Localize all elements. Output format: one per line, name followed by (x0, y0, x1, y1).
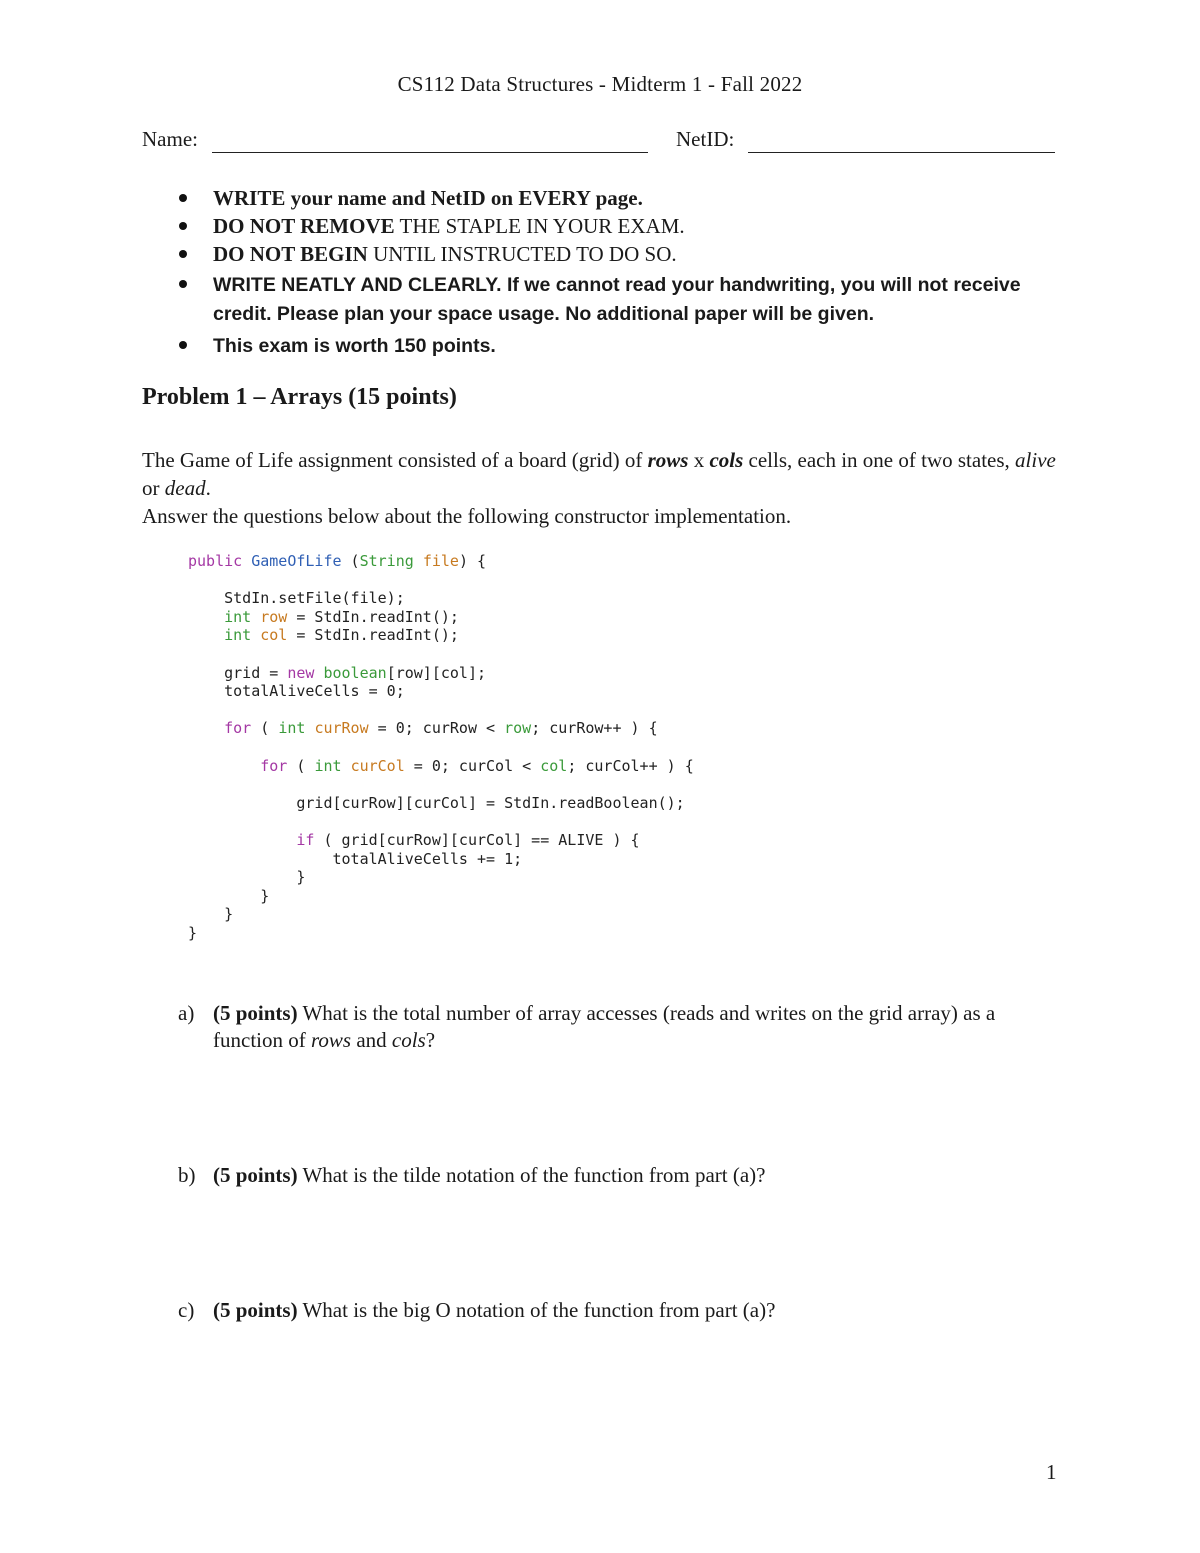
instruction-text: WRITE NEATLY AND CLEARLY. If we cannot read your handwriting, you will not receive credit. Please plan your space usage. No additional paper will be given. (213, 274, 1021, 325)
instruction-item (172, 331, 1062, 360)
intro-text: . (205, 476, 211, 500)
instruction-bold: WRITE your name and NetID on EVERY page. (213, 186, 643, 210)
question-text (178, 1000, 1058, 1054)
instruction-bold: DO NOT REMOVE (213, 214, 395, 238)
intro-cols: cols (709, 448, 744, 472)
question-body: and (351, 1028, 392, 1052)
intro-text: The Game of Life assignment consisted of a board (grid) of (142, 448, 648, 472)
instruction-item (172, 212, 1062, 240)
intro-text: or (142, 476, 165, 500)
question-points: (5 points) (213, 1001, 298, 1025)
instruction-bold: DO NOT BEGIN (213, 242, 368, 266)
question-text (178, 1297, 1058, 1324)
question-points: (5 points) (213, 1163, 298, 1187)
code-snippet: public GameOfLife (String file) { StdIn.setFile(file); int row = StdIn.readInt(); int col = StdIn.readInt(); grid = new boolean[row][col]; totalAliveCells = 0; for ( int curRow = 0; curRow < row; curRow++ ) { for ( int curCol = 0; curCol < col; curCol++ ) { grid[curRow][curCol] = StdIn.readBoolean(); if ( grid[curRow][curCol] == ALIVE ) { totalAliveCells += 1; } } } } (188, 552, 694, 942)
problem-1-intro (142, 446, 1062, 530)
question-letter: a) (178, 1001, 195, 1025)
name-label: Name: (142, 127, 198, 151)
instruction-rest: UNTIL INSTRUCTED TO DO SO. (367, 242, 677, 266)
problem-1-title: Problem 1 – Arrays (15 points) (142, 384, 457, 410)
student-fields (142, 127, 1056, 157)
instruction-item (172, 270, 1062, 328)
question-points: (5 points) (213, 1298, 298, 1322)
question-letter: b) (178, 1163, 196, 1187)
instruction-item (172, 184, 1062, 212)
instruction-rest: THE STAPLE IN YOUR EXAM. (394, 214, 685, 238)
page-number: 1 (1046, 1460, 1057, 1484)
intro-alive: alive (1015, 448, 1056, 472)
question-letter: c) (178, 1298, 195, 1322)
instruction-item (172, 240, 1062, 268)
question-c (178, 1297, 1058, 1324)
question-cols: cols (391, 1028, 426, 1052)
intro-x: x (688, 448, 710, 472)
question-rows: rows (310, 1028, 352, 1052)
intro-rows: rows (647, 448, 689, 472)
question-text (178, 1162, 1058, 1189)
intro-text: cells, each in one of two states, (743, 448, 1016, 472)
instruction-text: This exam is worth 150 points. (213, 335, 496, 357)
instructions-list (172, 184, 1062, 360)
exam-header: CS112 Data Structures - Midterm 1 - Fall 2022 (397, 72, 803, 96)
netid-blank-line[interactable] (748, 152, 1055, 153)
netid-label: NetID: (676, 127, 735, 151)
intro-line-2: Answer the questions below about the following constructor implementation. (142, 504, 792, 528)
question-body: What is the tilde notation of the function from part (a)? (297, 1163, 766, 1187)
question-a (178, 1000, 1058, 1054)
name-blank-line[interactable] (212, 152, 648, 153)
question-body: What is the total number of array accesses (reads and writes on the grid array) as a function of (213, 1001, 996, 1052)
question-body: What is the big O notation of the function from part (a)? (297, 1298, 776, 1322)
intro-dead: dead (164, 476, 206, 500)
question-body: ? (425, 1028, 436, 1052)
question-b (178, 1162, 1058, 1189)
